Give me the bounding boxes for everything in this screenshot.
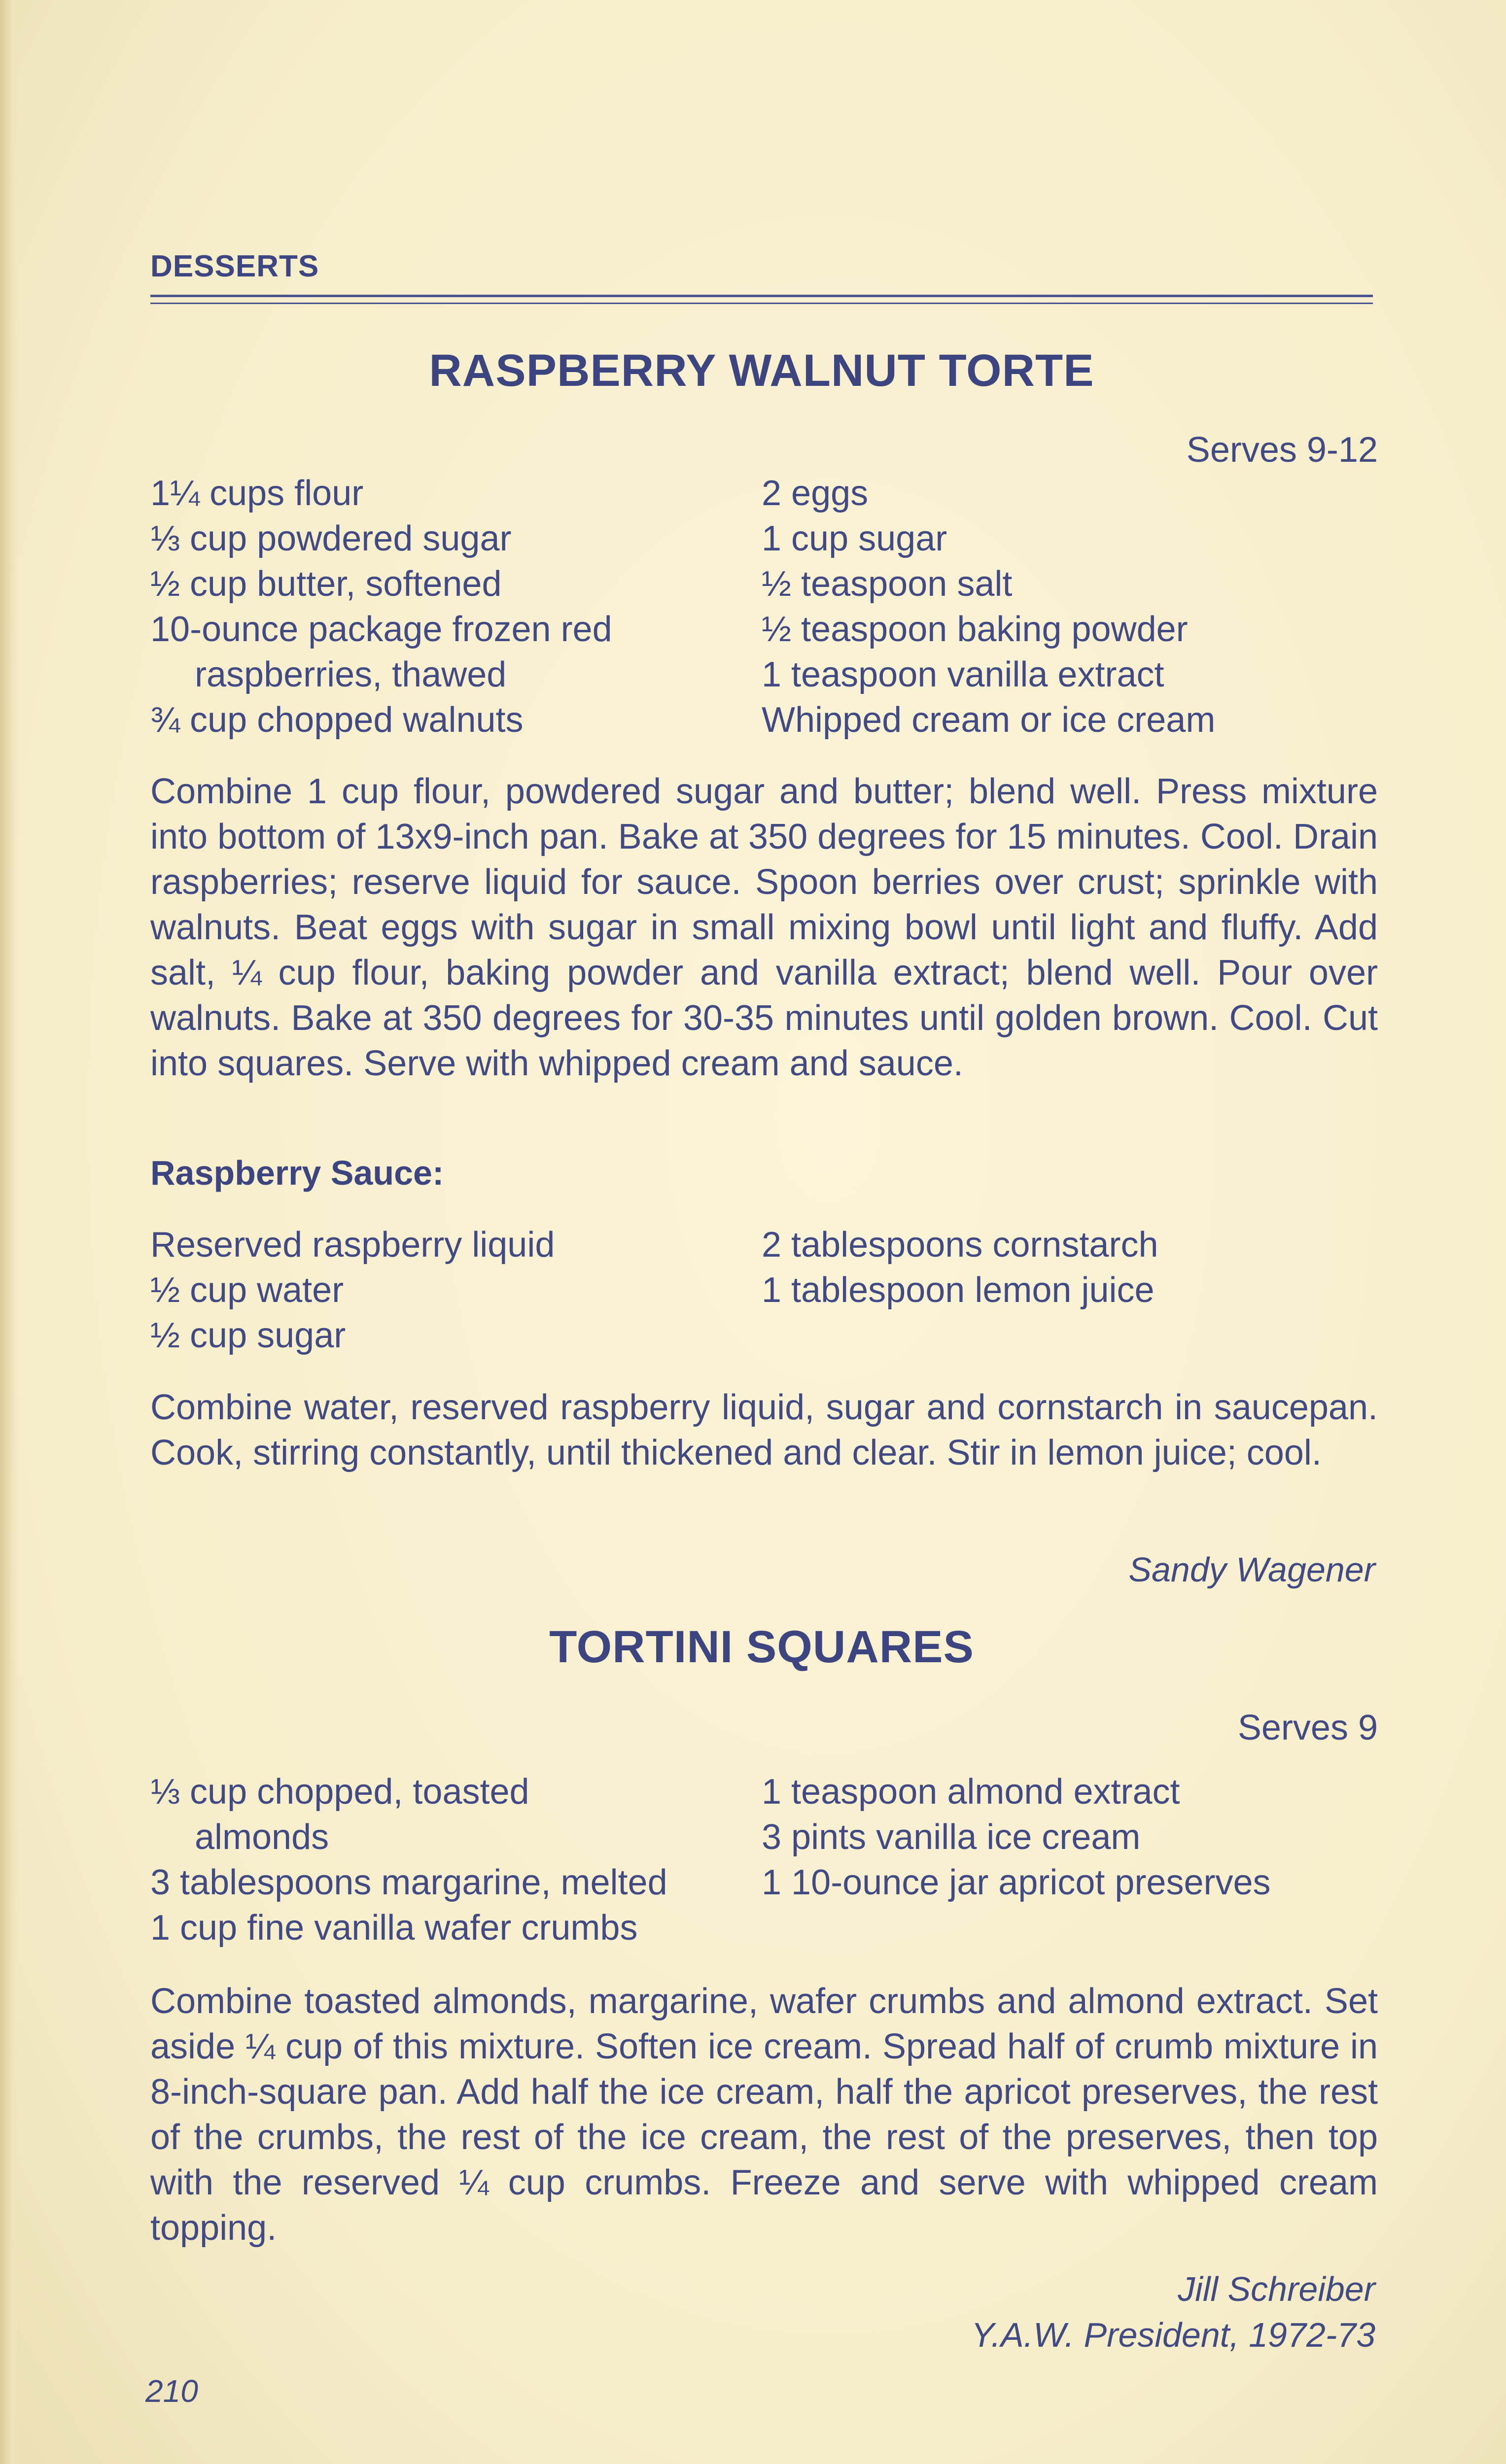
ingredient-list-right (762, 1769, 1271, 1905)
ingredient: 1 teaspoon almond extract (762, 1772, 1180, 1812)
ingredient: 1 tablespoon lemon juice (762, 1270, 1155, 1310)
ingredient-list-left (150, 471, 612, 743)
ingredient-list-left (150, 1769, 667, 1951)
ingredient: ½ cup sugar (150, 1316, 346, 1355)
sauce-heading: Raspberry Sauce: (150, 1154, 444, 1192)
section-rule-bottom (150, 303, 1373, 304)
ingredient: Whipped cream or ice cream (762, 700, 1216, 740)
ingredient: Reserved raspberry liquid (150, 1225, 555, 1265)
ingredient: 10-ounce package frozen red (150, 610, 612, 649)
ingredient: almonds (195, 1817, 329, 1857)
ingredient: ½ teaspoon baking powder (762, 610, 1188, 649)
page-spine-shadow (0, 0, 19, 2464)
ingredient: ⅓ cup powdered sugar (150, 519, 512, 558)
ingredient: 1 cup sugar (762, 519, 947, 558)
sauce-directions: Combine water, reserved raspberry liquid, sugar and cornstarch in saucepan. Cook, stirring constantly, until thickened and clear. Stir in lemon juice; cool. (150, 1388, 1378, 1472)
contributor-name: Sandy Wagener (1128, 1550, 1375, 1589)
ingredient-list-right (762, 471, 1215, 743)
sauce-ingredients-right (762, 1222, 1158, 1313)
ingredient: ¾ cup chopped walnuts (150, 700, 524, 740)
ingredient: 3 pints vanilla ice cream (762, 1817, 1141, 1857)
ingredient: 1 teaspoon vanilla extract (762, 655, 1164, 694)
contributor-title: Y.A.W. President, 1972-73 (971, 2316, 1375, 2354)
contributor-name: Jill Schreiber (1178, 2270, 1375, 2308)
section-rule-top (150, 295, 1373, 297)
recipe-directions: Combine toasted almonds, margarine, wafer crumbs and almond extract. Set aside ¼ cup of this mixture. Soften ice cream. Spread half of crumb mixture in 8-inch-square pan. Add half the ice cream, half the apricot preserves, the rest of the crumbs, the rest of the ice cream, the rest of the preserves, then top with the reserved ¼ cup crumbs. Freeze and serve with whipped cream topping. (150, 1982, 1378, 2248)
serves-count: Serves 9 (1237, 1708, 1378, 1747)
ingredient: ½ cup butter, softened (150, 564, 502, 604)
ingredient: 2 tablespoons cornstarch (762, 1225, 1158, 1265)
ingredient: raspberries, thawed (195, 655, 507, 694)
ingredient: ⅓ cup chopped, toasted (150, 1772, 529, 1812)
ingredient: 1 10-ounce jar apricot preserves (762, 1863, 1271, 1902)
ingredient: 3 tablespoons margarine, melted (150, 1863, 667, 1902)
recipe-directions: Combine 1 cup flour, powdered sugar and butter; blend well. Press mixture into bottom of 13x9-inch pan. Bake at 350 degrees for 15 minutes. Cool. Drain raspberries; reserve liquid for sauce. Spoon berries over crust; sprinkle with walnuts. Beat eggs with sugar in small mixing bowl until light and fluffy. Add salt, ¼ cup flour, baking powder and vanilla extract; blend well. Pour over walnuts. Bake at 350 degrees for 30-35 minutes until golden brown. Cool. Cut into squares. Serve with whipped cream and sauce. (150, 772, 1378, 1083)
ingredient: 2 eggs (762, 474, 869, 513)
section-label: DESSERTS (150, 249, 319, 283)
ingredient: ½ cup water (150, 1270, 344, 1310)
sauce-ingredients-left (150, 1222, 555, 1358)
page-number: 210 (145, 2373, 198, 2409)
recipe-title: TORTINI SQUARES (549, 1622, 974, 1672)
ingredient: ½ teaspoon salt (762, 564, 1013, 604)
recipe-title: RASPBERRY WALNUT TORTE (429, 345, 1094, 396)
serves-count: Serves 9-12 (1186, 430, 1378, 470)
ingredient: 1¼ cups flour (150, 474, 364, 513)
ingredient: 1 cup fine vanilla wafer crumbs (150, 1908, 638, 1948)
